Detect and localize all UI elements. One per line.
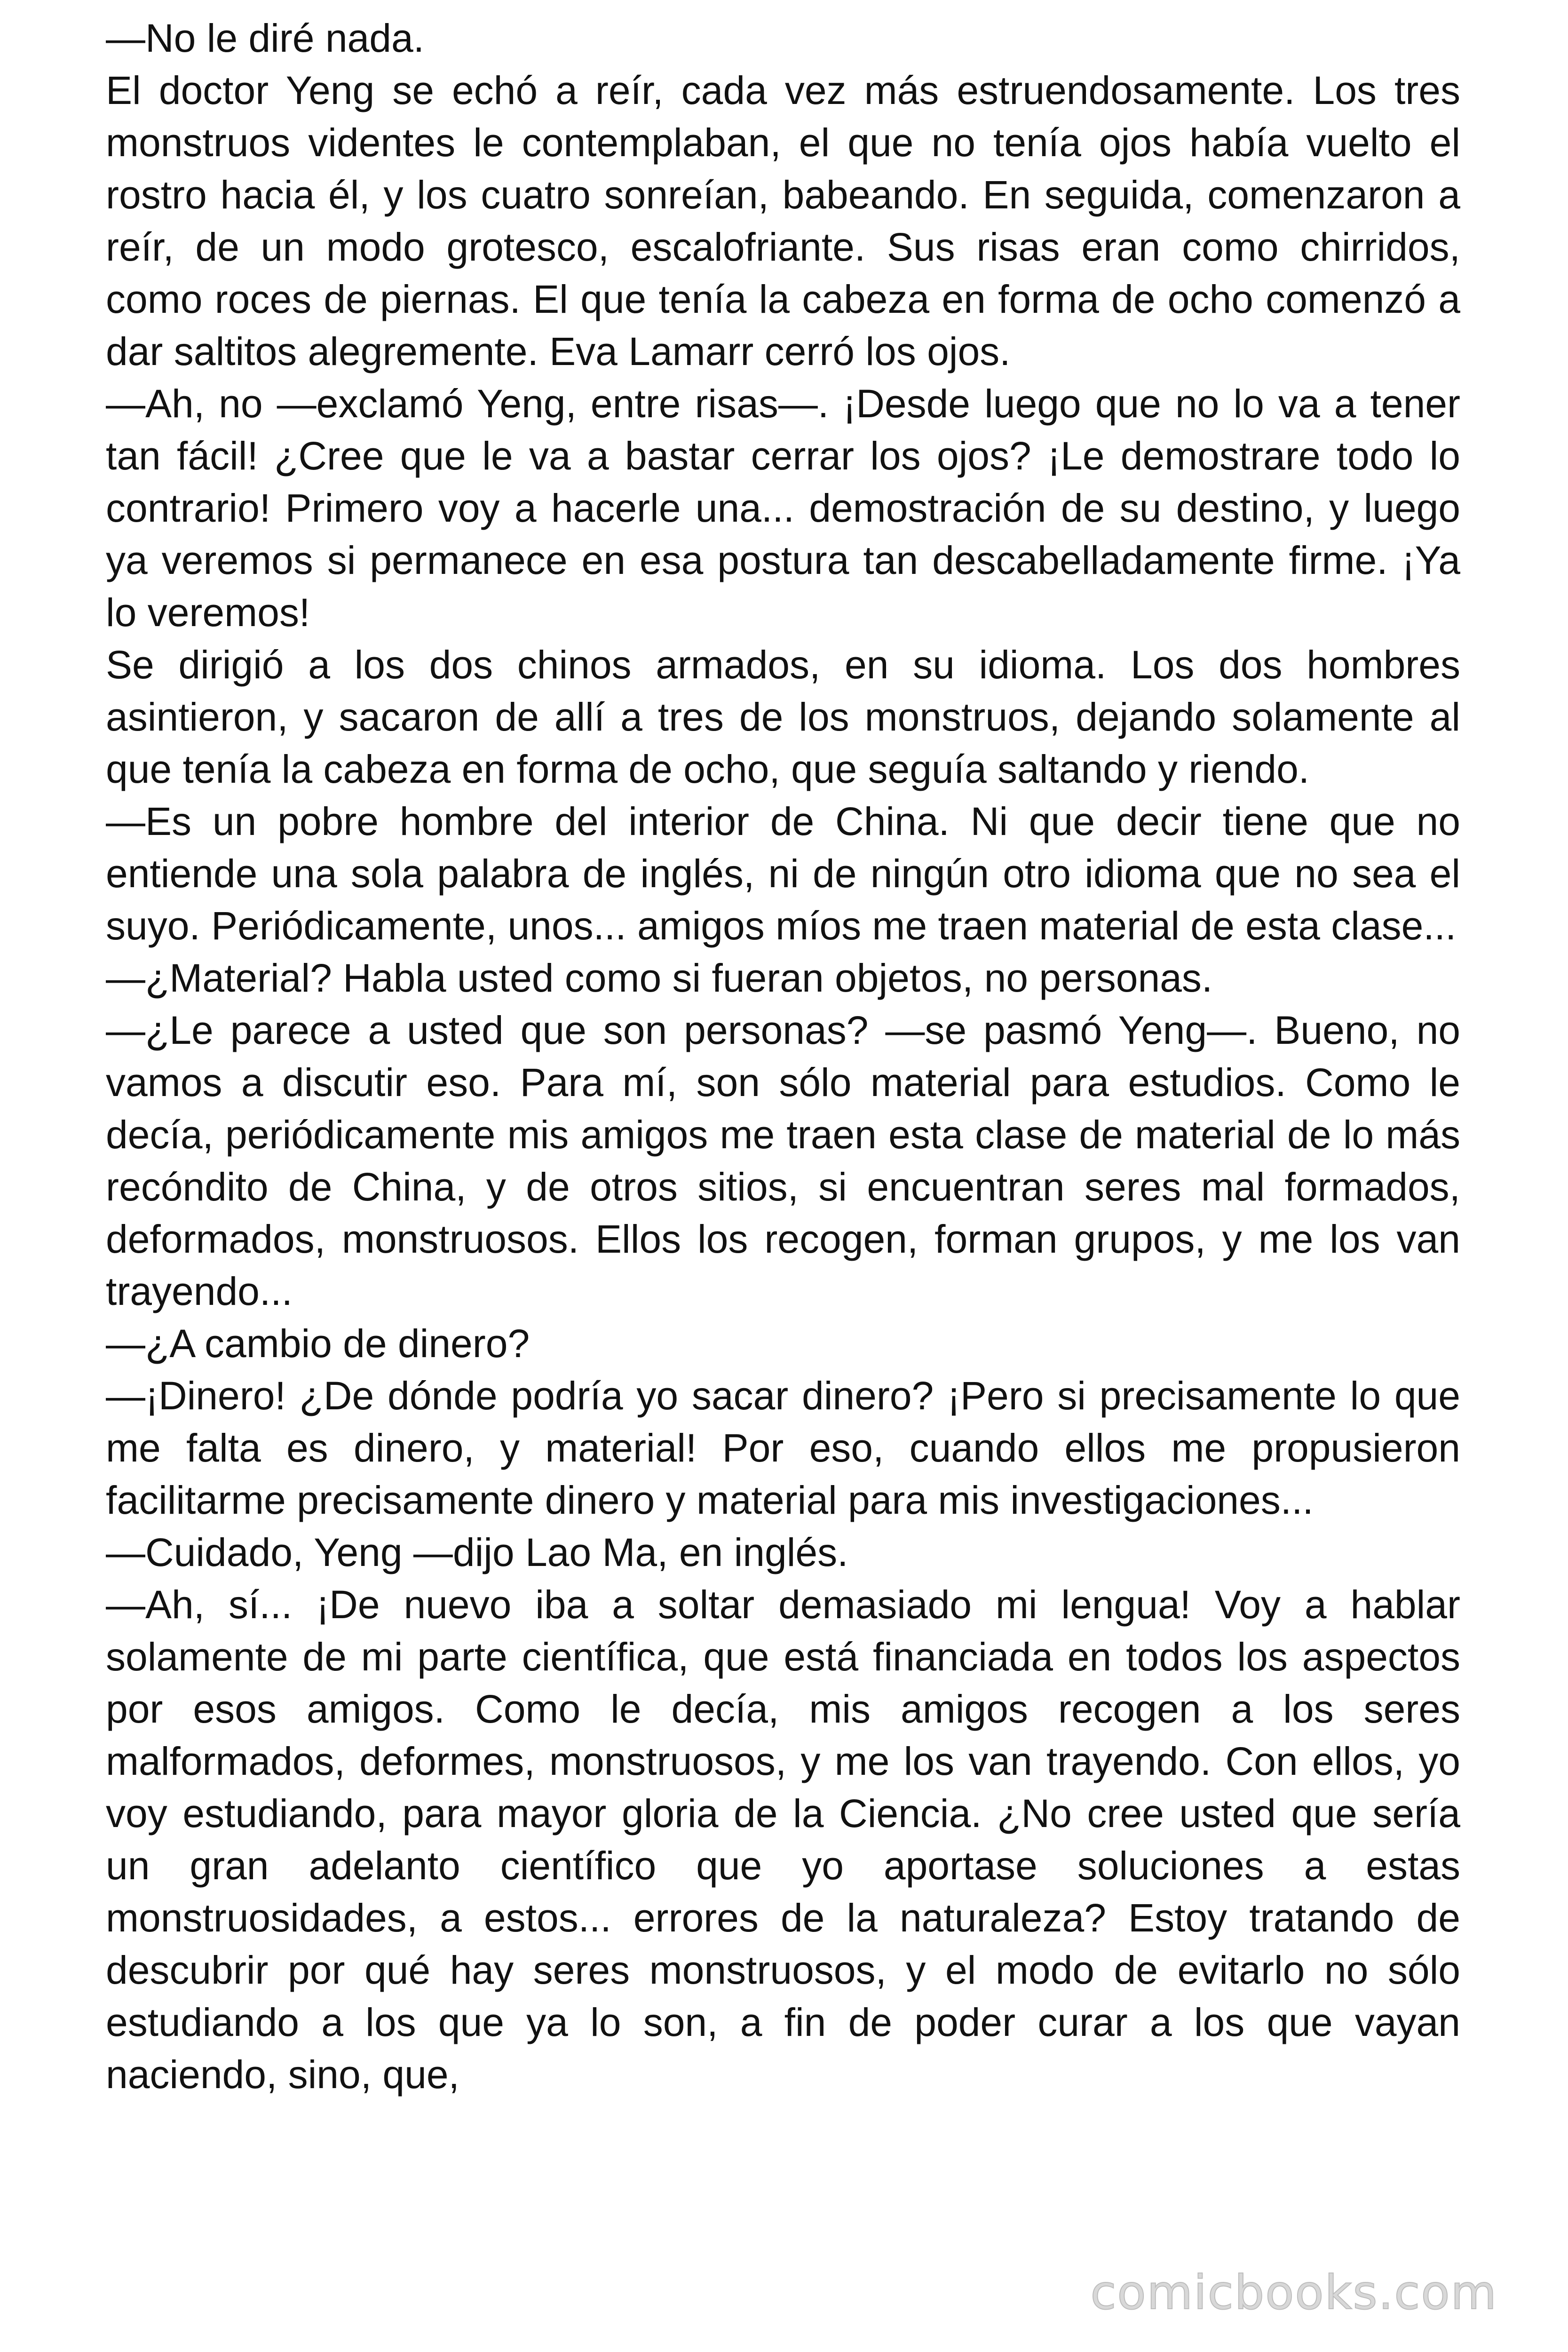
watermark: comicbooks.com [1090, 2265, 1497, 2320]
book-page-text [106, 12, 1460, 2101]
paragraph-3: —Ah, no —exclamó Yeng, entre risas—. ¡Desde luego que no lo va a tener tan fácil! ¿Cree que le va a bastar cerrar los ojos? ¡Le demostrare todo lo contrario! Primero voy a hacerle una... demostración de su destino, y luego ya veremos si permanece en esa postura tan descabelladamente firme. ¡Ya lo veremos! [106, 381, 1460, 635]
paragraph-6: —¿Material? Habla usted como si fueran objetos, no personas. [106, 956, 1213, 1000]
paragraph-1: —No le diré nada. [106, 16, 425, 60]
paragraph-11: —Ah, sí... ¡De nuevo iba a soltar demasiado mi lengua! Voy a hablar solamente de mi parte científica, que está financiada en todos los aspectos por esos amigos. Como le decía, mis amigos recogen a los seres malformados, deformes, monstruosos, y me los van trayendo. Con ellos, yo voy estudiando, para mayor gloria de la Ciencia. ¿No cree usted que sería un gran adelanto científico que yo aportase soluciones a estas monstruosidades, a estos... errores de la naturaleza? Estoy tratando de descubrir por qué hay seres monstruosos, y el modo de evitarlo no sólo estudiando a los que ya lo son, a fin de poder curar a los que vayan naciendo, sino, que, [106, 1582, 1460, 2097]
paragraph-7: —¿Le parece a usted que son personas? —se pasmó Yeng—. Bueno, no vamos a discutir eso. Para mí, son sólo material para estudios. Como le decía, periódicamente mis amigos me traen esta clase de material de lo más recóndito de China, y de otros sitios, si encuentran seres mal formados, deformados, monstruosos. Ellos los recogen, forman grupos, y me los van trayendo... [106, 1008, 1460, 1313]
paragraph-4: Se dirigió a los dos chinos armados, en su idioma. Los dos hombres asintieron, y sacaron de allí a tres de los monstruos, dejando solamente al que tenía la cabeza en forma de ocho, que seguía saltando y riendo. [106, 643, 1460, 791]
paragraph-10: —Cuidado, Yeng —dijo Lao Ma, en inglés. [106, 1530, 848, 1574]
paragraph-2: El doctor Yeng se echó a reír, cada vez más estruendosamente. Los tres monstruos videntes le contemplaban, el que no tenía ojos había vuelto el rostro hacia él, y los cuatro sonreían, babeando. En seguida, comenzaron a reír, de un modo grotesco, escalofriante. Sus risas eran como chirridos, como roces de piernas. El que tenía la cabeza en forma de ocho comenzó a dar saltitos alegremente. Eva Lamarr cerró los ojos. [106, 68, 1460, 373]
paragraph-9: —¡Dinero! ¿De dónde podría yo sacar dinero? ¡Pero si precisamente lo que me falta es dinero, y material! Por eso, cuando ellos me propusieron facilitarme precisamente dinero y material para mis investigaciones... [106, 1374, 1460, 1522]
paragraph-8: —¿A cambio de dinero? [106, 1321, 530, 1366]
paragraph-5: —Es un pobre hombre del interior de China. Ni que decir tiene que no entiende una sola palabra de inglés, ni de ningún otro idioma que no sea el suyo. Periódicamente, unos... amigos míos me traen material de esta clase... [106, 799, 1460, 948]
